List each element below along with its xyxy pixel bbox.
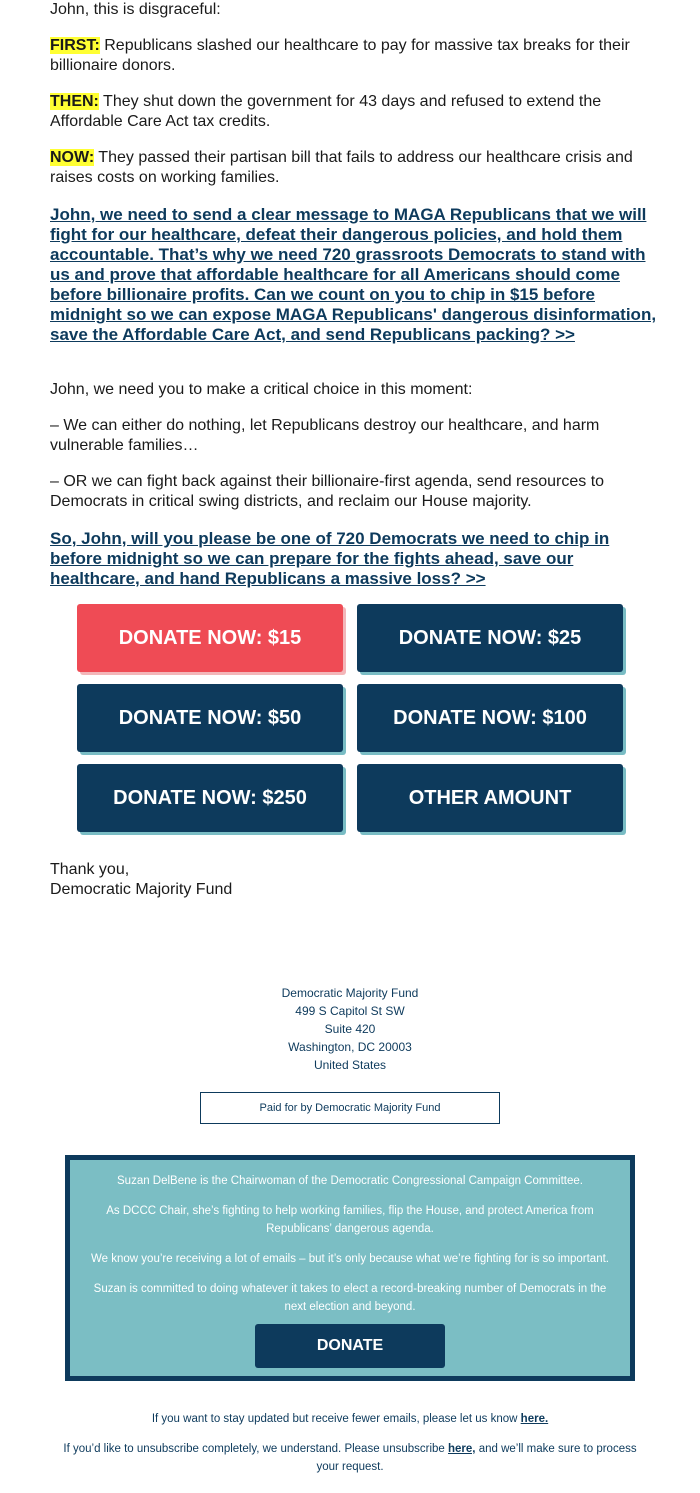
dccc-paragraph: We know you’re receiving a lot of emails – but it’s only because what we’re fighting for is so important. [91,1253,609,1265]
paid-for-disclaimer: Paid for by Democratic Majority Fund [200,1092,500,1124]
point-then [50,92,660,132]
point-first-label: FIRST: [50,37,100,54]
cta-link-secondary[interactable]: So, John, will you please be one of 720 Democrats we need to chip in before midnight so we can prepare for the fights ahead, save our healthcare, and hand Republicans a massive loss? >> [50,529,610,588]
point-now-text: They passed their partisan bill that fails to address our healthcare crisis and raises costs on working families. [50,149,633,186]
unsubscribe-text-end: and we’ll make sure to process your request. [316,1443,637,1473]
address-line: Suite 420 [324,1022,376,1036]
address-line: 499 S Capitol St SW [295,1004,405,1018]
unsubscribe-text: If you’d like to unsubscribe completely, we understand. Please unsubscribe [63,1443,445,1455]
signoff-thanks: Thank you, [50,861,130,878]
donate-250-button[interactable]: DONATE NOW: $250 [77,764,343,832]
point-then-label: THEN: [50,93,99,110]
dccc-paragraph: Suzan is committed to doing whatever it takes to elect a record-breaking number of Democrats in the next election and beyond. [93,1283,607,1313]
cta-link-primary[interactable]: John, we need to send a clear message to MAGA Republicans that we will fight for our healthcare, defeat their dangerous policies, and hold them accountable. That’s why we need 720 grassroots Democrats to stand with us and prove that affordable healthcare for all Americans should come before billionaire profits. Can we count on you to chip in $15 before midnight so we can expose MAGA Republicans' dangerous disinformation, save the Affordable Care Act, and send Republicans packing? >> [50,205,657,344]
dccc-paragraph: As DCCC Chair, she’s fighting to help working families, flip the House, and protect America from Republicans’ dangerous agenda. [106,1205,594,1235]
address-line: Democratic Majority Fund [281,986,419,1000]
dccc-info-box [65,1155,635,1381]
choice-option-b: – OR we can fight back against their billionaire-first agenda, send resources to Democrats in critical swing districts, and reclaim our House majority. [50,473,605,510]
address-line: Washington, DC 20003 [288,1040,412,1054]
point-now-label: NOW: [50,149,95,166]
fewer-emails-notice [60,1410,640,1428]
dccc-donate-button[interactable]: DONATE [255,1324,445,1368]
unsubscribe-notice [60,1440,640,1476]
signoff [50,860,232,900]
donate-100-button[interactable]: DONATE NOW: $100 [357,684,623,752]
choice-option-a: – We can either do nothing, let Republicans destroy our healthcare, and harm vulnerable families… [50,417,600,454]
dccc-paragraph: Suzan DelBene is the Chairwoman of the Democratic Congressional Campaign Committee. [117,1175,583,1187]
donate-50-button[interactable]: DONATE NOW: $50 [77,684,343,752]
address-line: United States [313,1058,387,1072]
donate-15-button[interactable]: DONATE NOW: $15 [77,604,343,672]
unsubscribe-link[interactable]: here, [448,1443,476,1455]
signoff-org: Democratic Majority Fund [50,881,233,898]
point-now [50,148,660,188]
point-first-text: Republicans slashed our healthcare to pay for massive tax breaks for their billionaire donors. [50,37,630,74]
donate-25-button[interactable]: DONATE NOW: $25 [357,604,623,672]
mailing-address [0,984,700,1074]
choice-intro: John, we need you to make a critical choice in this moment: [50,381,473,398]
point-then-text: They shut down the government for 43 days and refused to extend the Affordable Care Act tax credits. [50,93,602,130]
greeting: John, this is disgraceful: [50,1,221,18]
point-first [50,36,660,76]
fewer-emails-text: If you want to stay updated but receive fewer emails, please let us know [151,1413,518,1425]
other-amount-button[interactable]: OTHER AMOUNT [357,764,623,832]
fewer-emails-link[interactable]: here. [520,1413,549,1425]
